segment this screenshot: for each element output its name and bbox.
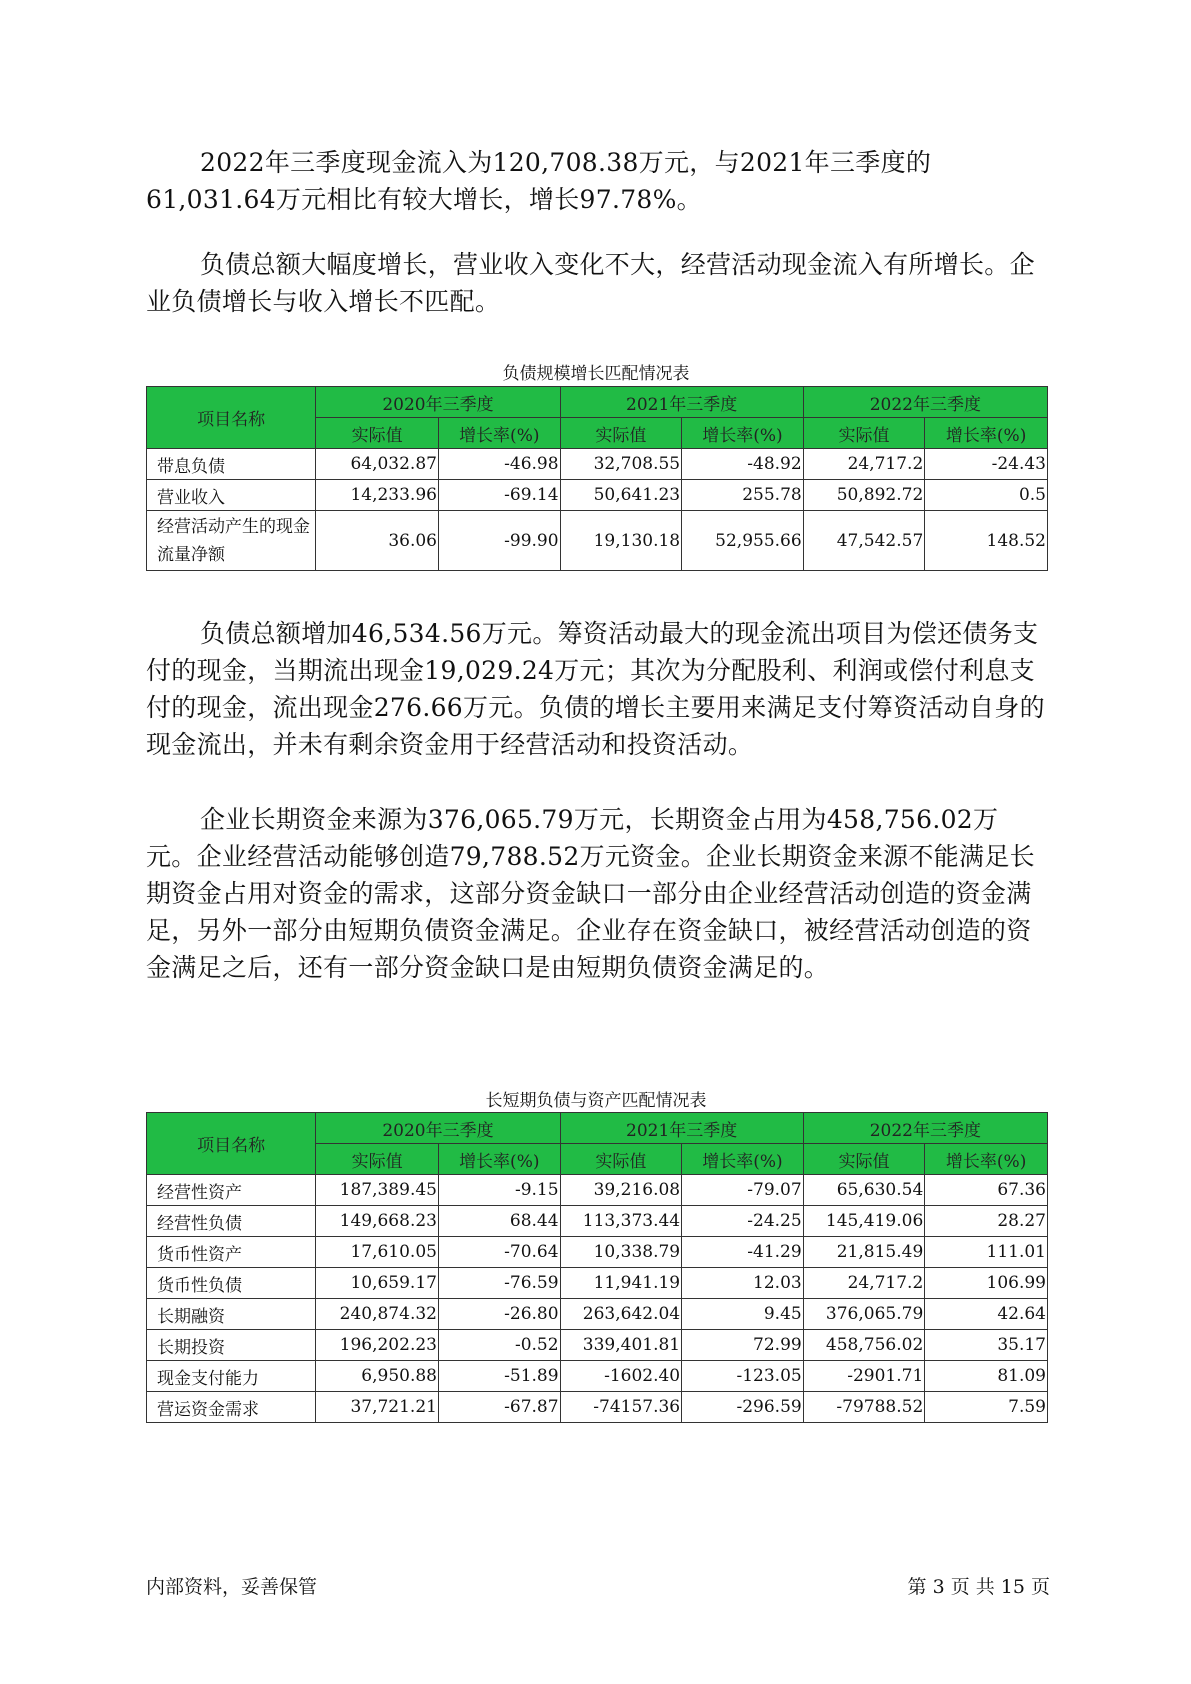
table-row bbox=[147, 511, 1048, 571]
header-actual: 实际值 bbox=[560, 418, 682, 449]
cell-value: -69.14 bbox=[438, 480, 560, 511]
cell-value: 35.17 bbox=[925, 1330, 1048, 1361]
cell-value: -48.92 bbox=[682, 449, 804, 480]
cell-value: 28.27 bbox=[925, 1206, 1048, 1237]
cell-value: -24.25 bbox=[682, 1206, 804, 1237]
footer-confidential-note: 内部资料，妥善保管 bbox=[146, 1576, 318, 1598]
cell-value: 145,419.06 bbox=[803, 1206, 925, 1237]
row-name: 营运资金需求 bbox=[147, 1392, 316, 1423]
header-actual: 实际值 bbox=[803, 418, 925, 449]
table-row bbox=[147, 1330, 1048, 1361]
cell-value: -46.98 bbox=[438, 449, 560, 480]
cell-value: 50,641.23 bbox=[560, 480, 682, 511]
header-actual: 实际值 bbox=[316, 418, 439, 449]
table-row bbox=[147, 1175, 1048, 1206]
cell-value: -74157.36 bbox=[560, 1392, 682, 1423]
row-name: 营业收入 bbox=[147, 480, 316, 511]
cell-value: 68.44 bbox=[438, 1206, 560, 1237]
row-name: 长期融资 bbox=[147, 1299, 316, 1330]
cell-value: 106.99 bbox=[925, 1268, 1048, 1299]
cell-value: 32,708.55 bbox=[560, 449, 682, 480]
paragraph-long-term-funds: 企业长期资金来源为376,065.79万元，长期资金占用为458,756.02万元。企业经营活动能够创造79,788.52万元资金。企业长期资金来源不能满足长期资金占用对资金的需求，这部分资金缺口一部分由企业经营活动创造的资金满足，另外一部分由短期负债资金满足。企业存在资金缺口，被经营活动创造的资金满足之后，还有一部分资金缺口是由短期负债资金满足的。 bbox=[146, 805, 1035, 982]
header-actual: 实际值 bbox=[316, 1144, 439, 1175]
header-period: 2022年三季度 bbox=[803, 1113, 1047, 1144]
cell-value: 17,610.05 bbox=[316, 1237, 439, 1268]
header-actual: 实际值 bbox=[560, 1144, 682, 1175]
cell-value: 255.78 bbox=[682, 480, 804, 511]
cell-value: -79.07 bbox=[682, 1175, 804, 1206]
cell-value: 6,950.88 bbox=[316, 1361, 439, 1392]
header-period: 2021年三季度 bbox=[560, 387, 803, 418]
table-row bbox=[147, 449, 1048, 480]
header-period: 2020年三季度 bbox=[316, 387, 560, 418]
cell-value: -79788.52 bbox=[803, 1392, 925, 1423]
cell-value: 12.03 bbox=[682, 1268, 804, 1299]
cell-value: 149,668.23 bbox=[316, 1206, 439, 1237]
table-row bbox=[147, 1268, 1048, 1299]
cell-value: 0.5 bbox=[925, 480, 1048, 511]
cell-value: 187,389.45 bbox=[316, 1175, 439, 1206]
header-growth: 增长率(%) bbox=[925, 1144, 1048, 1175]
cell-value: 50,892.72 bbox=[803, 480, 925, 511]
cell-value: 458,756.02 bbox=[803, 1330, 925, 1361]
header-item-name: 项目名称 bbox=[147, 1113, 316, 1175]
header-growth: 增长率(%) bbox=[438, 1144, 560, 1175]
cell-value: -1602.40 bbox=[560, 1361, 682, 1392]
cell-value: 64,032.87 bbox=[316, 449, 439, 480]
liability-asset-table bbox=[146, 1112, 1048, 1423]
cell-value: -26.80 bbox=[438, 1299, 560, 1330]
cell-value: 196,202.23 bbox=[316, 1330, 439, 1361]
cell-value: 72.99 bbox=[682, 1330, 804, 1361]
cell-value: -24.43 bbox=[925, 449, 1048, 480]
cell-value: 113,373.44 bbox=[560, 1206, 682, 1237]
cell-value: 36.06 bbox=[316, 511, 439, 571]
cell-value: 376,065.79 bbox=[803, 1299, 925, 1330]
cell-value: 339,401.81 bbox=[560, 1330, 682, 1361]
cell-value: 24,717.2 bbox=[803, 1268, 925, 1299]
header-growth: 增长率(%) bbox=[438, 418, 560, 449]
cell-value: 10,659.17 bbox=[316, 1268, 439, 1299]
header-period: 2021年三季度 bbox=[560, 1113, 803, 1144]
table2-caption: 长短期负债与资产匹配情况表 bbox=[485, 1091, 707, 1111]
row-name: 货币性负债 bbox=[147, 1268, 316, 1299]
cell-value: -67.87 bbox=[438, 1392, 560, 1423]
cell-value: 240,874.32 bbox=[316, 1299, 439, 1330]
header-growth: 增长率(%) bbox=[682, 1144, 804, 1175]
header-actual: 实际值 bbox=[803, 1144, 925, 1175]
cell-value: 65,630.54 bbox=[803, 1175, 925, 1206]
header-period: 2020年三季度 bbox=[316, 1113, 560, 1144]
table1-caption: 负债规模增长匹配情况表 bbox=[502, 364, 690, 384]
debt-growth-table bbox=[146, 386, 1048, 571]
cell-value: -70.64 bbox=[438, 1237, 560, 1268]
cell-value: 10,338.79 bbox=[560, 1237, 682, 1268]
row-name: 长期投资 bbox=[147, 1330, 316, 1361]
cell-value: 24,717.2 bbox=[803, 449, 925, 480]
table-row bbox=[147, 1361, 1048, 1392]
row-name: 带息负债 bbox=[147, 449, 316, 480]
cell-value: -99.90 bbox=[438, 511, 560, 571]
cell-value: -296.59 bbox=[682, 1392, 804, 1423]
header-period: 2022年三季度 bbox=[803, 387, 1047, 418]
cell-value: 14,233.96 bbox=[316, 480, 439, 511]
cell-value: -2901.71 bbox=[803, 1361, 925, 1392]
table-row bbox=[147, 1392, 1048, 1423]
cell-value: -9.15 bbox=[438, 1175, 560, 1206]
row-name: 经营性负债 bbox=[147, 1206, 316, 1237]
table-row bbox=[147, 1299, 1048, 1330]
header-item-name: 项目名称 bbox=[147, 387, 316, 449]
paragraph-cash-inflow: 2022年三季度现金流入为120,708.38万元，与2021年三季度的61,031.64万元相比有较大增长，增长97.78%。 bbox=[146, 148, 932, 214]
row-name: 经营活动产生的现金流量净额 bbox=[147, 511, 316, 571]
cell-value: 52,955.66 bbox=[682, 511, 804, 571]
table-row bbox=[147, 1206, 1048, 1237]
paragraph-debt-growth: 负债总额大幅度增长，营业收入变化不大，经营活动现金流入有所增长。企业负债增长与收入增长不匹配。 bbox=[146, 250, 1035, 316]
cell-value: 47,542.57 bbox=[803, 511, 925, 571]
cell-value: -76.59 bbox=[438, 1268, 560, 1299]
row-name: 经营性资产 bbox=[147, 1175, 316, 1206]
cell-value: 11,941.19 bbox=[560, 1268, 682, 1299]
footer-page-number: 第 3 页 共 15 页 bbox=[907, 1576, 1050, 1598]
cell-value: 39,216.08 bbox=[560, 1175, 682, 1206]
cell-value: -41.29 bbox=[682, 1237, 804, 1268]
cell-value: -51.89 bbox=[438, 1361, 560, 1392]
paragraph-debt-increase: 负债总额增加46,534.56万元。筹资活动最大的现金流出项目为偿还债务支付的现金，当期流出现金19,029.24万元；其次为分配股利、利润或偿付利息支付的现金，流出现金276.66万元。负债的增长主要用来满足支付筹资活动自身的现金流出，并未有剩余资金用于经营活动和投资活动。 bbox=[146, 619, 1045, 759]
cell-value: 7.59 bbox=[925, 1392, 1048, 1423]
cell-value: 148.52 bbox=[925, 511, 1048, 571]
cell-value: 19,130.18 bbox=[560, 511, 682, 571]
cell-value: -0.52 bbox=[438, 1330, 560, 1361]
row-name: 现金支付能力 bbox=[147, 1361, 316, 1392]
table-row bbox=[147, 1237, 1048, 1268]
cell-value: 111.01 bbox=[925, 1237, 1048, 1268]
header-growth: 增长率(%) bbox=[925, 418, 1048, 449]
cell-value: 67.36 bbox=[925, 1175, 1048, 1206]
header-growth: 增长率(%) bbox=[682, 418, 804, 449]
cell-value: -123.05 bbox=[682, 1361, 804, 1392]
table-row bbox=[147, 480, 1048, 511]
cell-value: 81.09 bbox=[925, 1361, 1048, 1392]
cell-value: 263,642.04 bbox=[560, 1299, 682, 1330]
cell-value: 37,721.21 bbox=[316, 1392, 439, 1423]
row-name: 货币性资产 bbox=[147, 1237, 316, 1268]
cell-value: 21,815.49 bbox=[803, 1237, 925, 1268]
cell-value: 9.45 bbox=[682, 1299, 804, 1330]
cell-value: 42.64 bbox=[925, 1299, 1048, 1330]
